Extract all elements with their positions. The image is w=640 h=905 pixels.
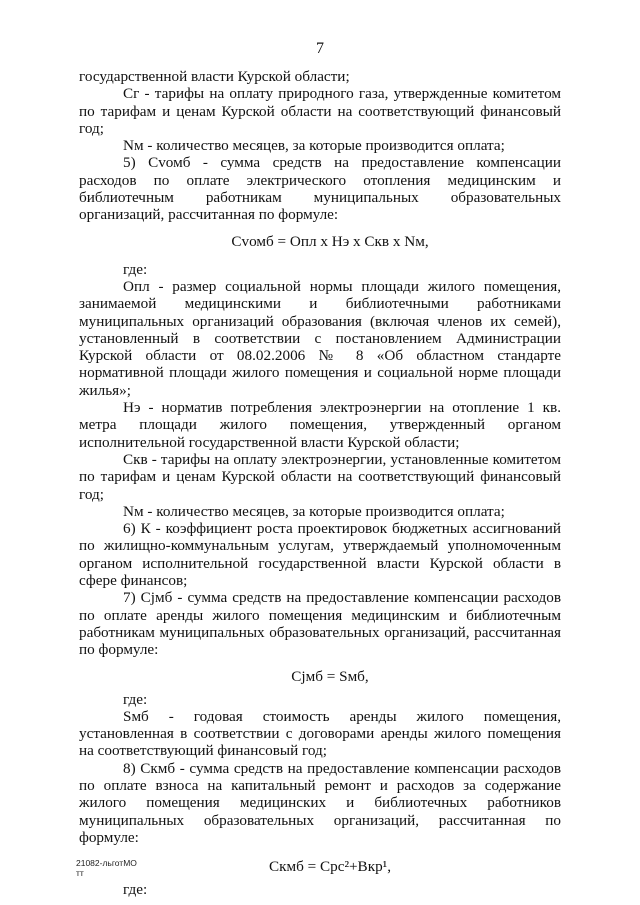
paragraph: государственной власти Курской области; — [79, 68, 350, 85]
paragraph: Нэ - норматив потребления электроэнергии на отопление 1 кв. метра площади жилого помещения, утвержденный органом исполнительной государственной власти Курской области; — [79, 399, 561, 451]
where-label: где: — [123, 260, 148, 278]
document-body — [79, 68, 561, 898]
paragraph: Sмб - годовая стоимость аренды жилого помещения, установленная в соответствии с договорами аренды жилого помещения на соответствующий финансовый год; — [79, 707, 561, 760]
where-label: где: — [123, 690, 148, 708]
footer-code: 21082-льготМО — [76, 858, 137, 868]
paragraph: Опл - размер социальной нормы площади жилого помещения, занимаемой медицинскими и библиотечными работниками муниципальных организаций образования (включая членов их семей), установленный в соответствии с постановлением Администрации Курской области от 08.02.2006 № 8 «Об областном стандарте нормативной площади жилого помещения и социальной норме площади жилья»; — [79, 277, 561, 399]
formula: Скмб = Срс²+Вкр¹, — [268, 858, 392, 876]
paragraph: 8) Скмб - сумма средств на предоставление компенсации расходов по оплате взноса на капитальный ремонт и расходов за содержание жилого помещения медицинских и библиотечных работников муниципальных образовательных организаций, рассчитанная по формуле: — [79, 759, 561, 846]
paragraph: Nм - количество месяцев, за которые производится оплата; — [123, 137, 505, 155]
paragraph: Сг - тарифы на оплату природного газа, утвержденные комитетом по тарифам и ценам Курской области на соответствующий финансовый год; — [79, 85, 561, 137]
where-label: где: — [123, 881, 148, 899]
paragraph: 5) Сvомб - сумма средств на предоставление компенсации расходов по оплате электрического отопления медицинским и библиотечным работникам муниципальных образовательных организаций, рассчитанная по формуле: — [79, 154, 561, 224]
paragraph: 6) К - коэффициент роста проектировок бюджетных ассигнований по жилищно-коммунальным услугам, утверждаемый уполномоченным органом исполнительной государственной власти Курской области в сфере финансов; — [79, 520, 561, 590]
formula: Сjмб = Sмб, — [291, 667, 369, 685]
formula: Сvомб = Опл х Нэ х Скв х Nм, — [231, 232, 429, 250]
document-footer — [76, 858, 137, 878]
page-number: 7 — [316, 40, 324, 57]
paragraph: Nм - количество месяцев, за которые производится оплата; — [123, 502, 505, 520]
footer-initials: тт — [76, 868, 84, 878]
paragraph: 7) Сjмб - сумма средств на предоставление компенсации расходов по оплате аренды жилого помещения медицинским и библиотечным работникам муниципальных образовательных организаций, рассчитанная по формуле: — [79, 589, 561, 659]
paragraph: Скв - тарифы на оплату электроэнергии, установленные комитетом по тарифам и ценам Курской области на соответствующий финансовый год; — [79, 450, 561, 503]
